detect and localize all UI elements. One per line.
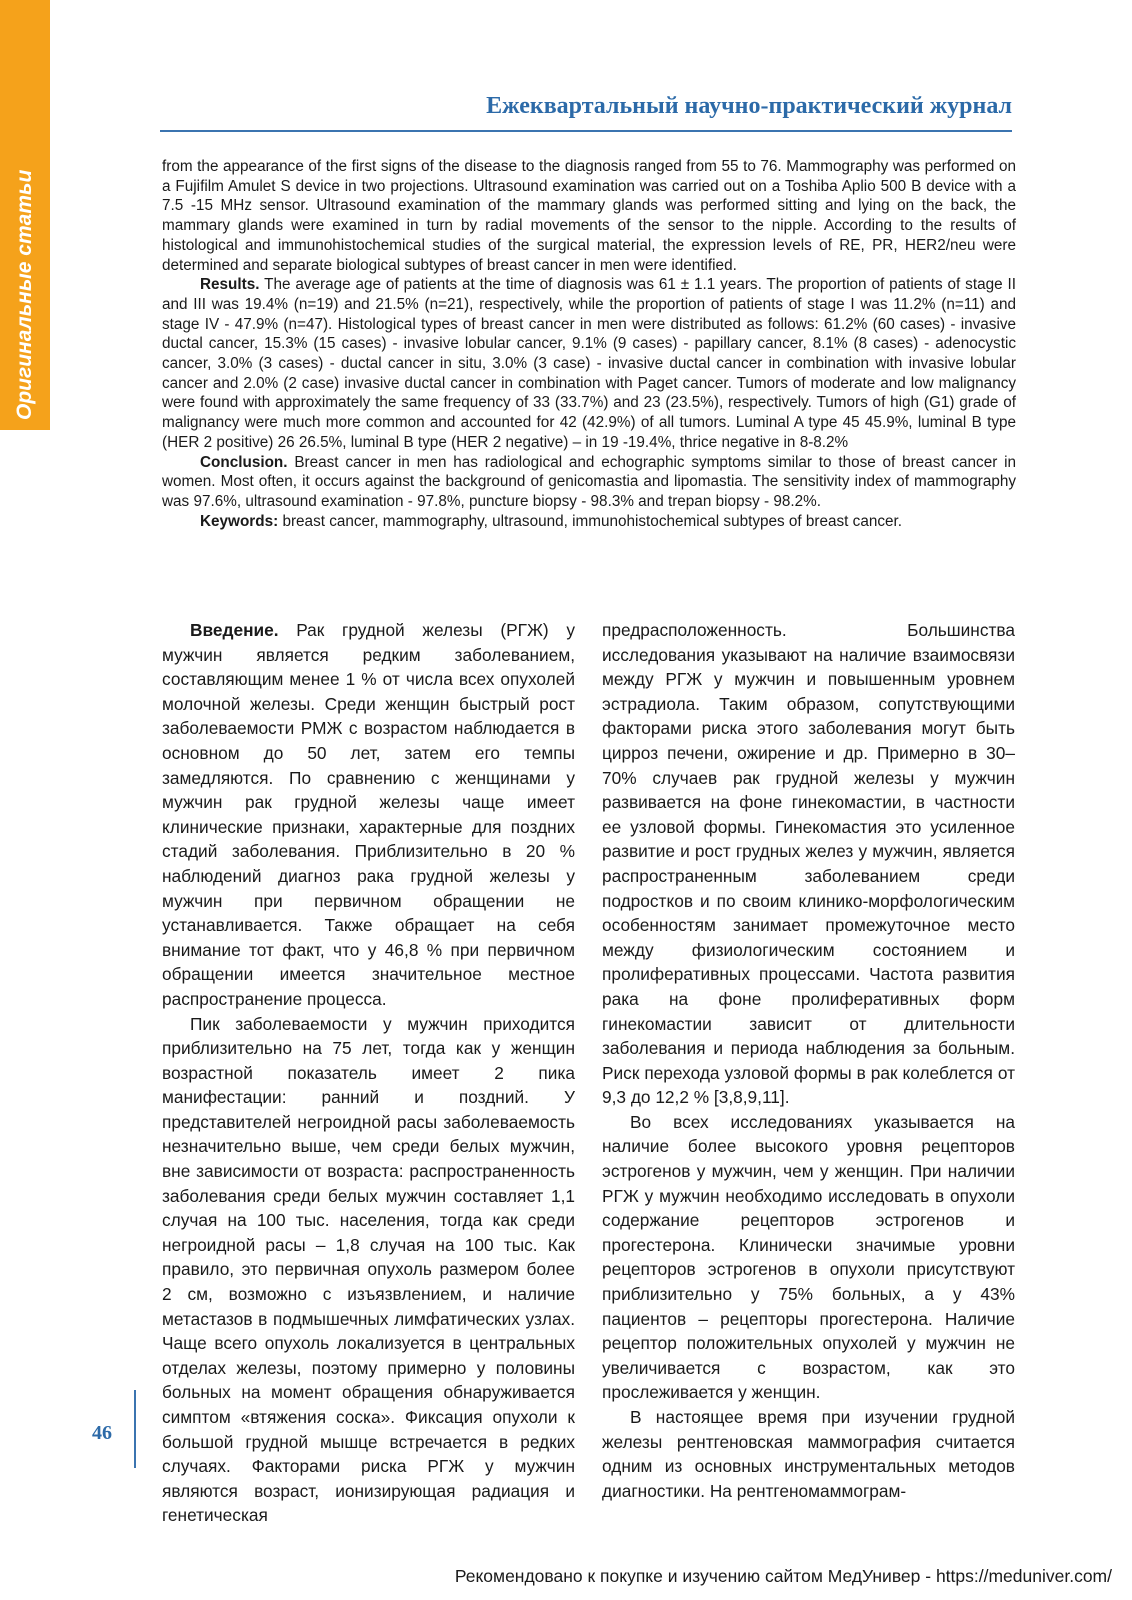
- intro-text: Рак грудной железы (РГЖ) у мужчин является редким заболеванием, составляющим менее 1 % от числа всех опухолей молочной железы. Среди женщин быстрый рост заболеваемости РМЖ с возрастом наблюдается в основном до 50 лет, затем его темпы замедляются. По сравнению с женщинами у мужчин рак грудной железы чаще имеет клинические признаки, характерные для поздних стадий заболевания. Приблизительно в 20 % наблюдений диагноз рака грудной железы у мужчин при первичном обращении не устанавливается. Также обращает на себя внимание тот факт, что у 46,8 % при первичном обращении имеется значительное местное распространение процесса.: [162, 620, 575, 1009]
- body-paragraph: Во всех исследованиях указывается на наличие более высокого уровня рецепторов эстрогенов у мужчин, чем у женщин. При наличии РГЖ у мужчин необходимо исследовать в опухоли содержание рецепторов эстрогенов и прогестерона. Клинически значимые уровни рецепторов эстрогенов в опухоли присутствуют приблизительно у 75% больных, а у 43% пациентов – рецепторы прогестерона. Наличие рецептор положительных опухолей у мужчин не увеличивается с возрастом, как это прослеживается у женщин.: [602, 1111, 1015, 1403]
- abstract-conclusion: [162, 453, 1016, 512]
- abstract: [162, 157, 1016, 531]
- body-column-left: [162, 618, 575, 1528]
- body-column-right: [602, 618, 1015, 1503]
- intro-label: Введение.: [190, 620, 279, 640]
- results-text: The average age of patients at the time of diagnosis was 61 ± 1.1 years. The proportion of patients of stage II and III was 19.4% (n=19) and 21.5% (n=21), respectively, while the proportion of patients of stage I was 11.2% (n=11) and stage IV - 47.9% (n=47). Histological types of breast cancer in men were distributed as follows: 61.2% (60 cases) - invasive ductal cancer, 15.3% (15 cases) - invasive lobular cancer, 9.1% (9 cases) - papillary cancer, 8.1% (8 cases) - adenocystic cancer, 3.0% (3 cases) - ductal cancer in situ, 3.0% (3 case) - invasive ductal cancer in combination with invasive lobular cancer and 2.0% (2 case) invasive ductal cancer in combination with Paget cancer. Tumors of moderate and low malignancy were found with approximately the same frequency of 33 (33.7%) and 23 (23.5%), respectively. Tumors of high (G1) grade of malignancy were much more common and accounted for 42 (42.9%) of all tumors. Luminal A type 45 45.9%, luminal B type (HER 2 positive) 26 26.5%, luminal B type (HER 2 negative) – in 19 -19.4%, thrice negative in 8-8.2%: [162, 276, 1016, 451]
- abstract-keywords: [162, 512, 1016, 532]
- abstract-methods-tail: from the appearance of the first signs of the disease to the diagnosis ranged from 55 to 76. Mammography was performed on a Fujifilm Amulet S device in two projections. Ultrasound examination was carried out on a Toshiba Aplio 500 B device with a 7.5 -15 MHz sensor. Ultrasound examination of the mammary glands was performed sitting and lying on the back, the mammary glands were examined in turn by radial movements of the sensor to the nipple. According to the results of histological and immunohistochemical studies of the surgical material, the expression levels of RE, PR, HER2/neu were determined and separate biological subtypes of breast cancer in men were identified.: [162, 158, 1016, 274]
- section-label: Оригинальные статьи: [13, 169, 36, 420]
- body-paragraph: [162, 618, 575, 1012]
- journal-title: Ежеквартальный научно-практический журнал: [486, 93, 1012, 119]
- footer-recommendation: Рекомендовано к покупке и изучению сайтом МедУнивер - https://meduniver.com/: [454, 1566, 1112, 1586]
- section-sidebar: [0, 0, 50, 430]
- conclusion-label: Conclusion.: [200, 453, 288, 471]
- keywords-text: breast cancer, mammography, ultrasound, immunohistochemical subtypes of breast cancer.: [278, 512, 902, 530]
- keywords-label: Keywords:: [200, 512, 279, 530]
- header-divider: [160, 130, 1012, 132]
- page-number: 46: [92, 1422, 112, 1444]
- results-label: Results.: [200, 276, 260, 294]
- body-paragraph: В настоящее время при изучении грудной железы рентгеновская маммография считается одним из основных инструментальных методов диагностики. На рентгеномаммограм-: [602, 1407, 1015, 1501]
- page-number-divider: [134, 1390, 136, 1468]
- body-paragraph: предрасположенность. Большинства исследования указывают на наличие взаимосвязи между РГЖ у мужчин и повышенным уровнем эстрадиола. Таким образом, сопутствующими факторами риска этого заболевания могут быть цирроз печени, ожирение и др. Примерно в 30–70% случаев рак грудной железы у мужчин развивается на фоне гинекомастии, в частности ее узловой формы. Гинекомастия это усиленное развитие и рост грудных желез у мужчин, является распространенным заболеванием среди подростков и по своим клинико-морфологическим особенностям занимает промежуточное место между физиологическим состоянием и пролиферативных процессами. Частота развития рака на фоне пролиферативных форм гинекомастии зависит от длительности заболевания и периода наблюдения за больным. Риск перехода узловой формы в рак колеблется от 9,3 до 12,2 % [3,8,9,11].: [602, 620, 1015, 1108]
- body-paragraph: Пик заболеваемости у мужчин приходится приблизительно на 75 лет, тогда как у женщин возрастной показатель имеет 2 пика манифестации: ранний и поздний. У представителей негроидной расы заболеваемость незначительно выше, чем среди белых мужчин, вне зависимости от возраста: распространенность заболевания среди белых мужчин составляет 1,1 случая на 100 тыс. населения, тогда как среди негроидной расы – 1,8 случая на 100 тыс. Как правило, это первичная опухоль размером более 2 см, возможно с изъязвлением, и наличие метастазов в подмышечных лимфатических узлах. Чаще всего опухоль локализуется в центральных отделах железы, поэтому примерно у половины больных на момент обращения обнаруживается симптом «втяжения соска». Фиксация опухоли к большой грудной мышце встречается в редких случаях. Факторами риска РГЖ у мужчин являются возраст, ионизирующая радиация и генетическая: [162, 1013, 575, 1526]
- abstract-results: [162, 275, 1016, 452]
- conclusion-text: Breast cancer in men has radiological and echographic symptoms similar to those of breast cancer in women. Most often, it occurs against the background of genicomastia and lipomastia. The sensitivity index of mammography was 97.6%, ultrasound examination - 97.8%, puncture biopsy - 98.3% and trepan biopsy - 98.2%.: [162, 453, 1016, 510]
